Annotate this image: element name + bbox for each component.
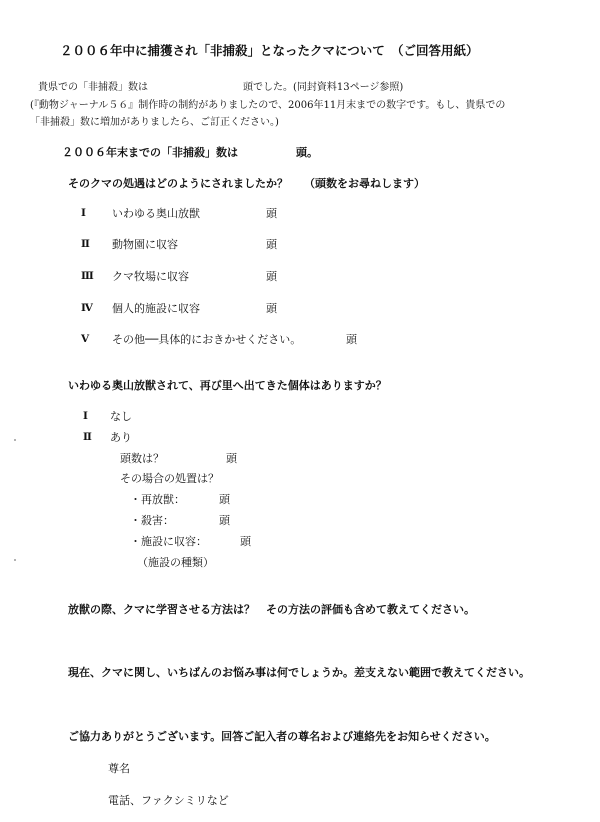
q2-none-label: なし bbox=[110, 410, 132, 423]
q2-sub-killed-unit: 頭 bbox=[219, 514, 230, 527]
intro-line-1a: 貴県での「非捕殺」数は bbox=[38, 82, 148, 93]
q1-item-4-unit: 頭 bbox=[266, 302, 277, 315]
closing-thanks: ご協力ありがとうございます。回答ご記入者の尊名および連絡先をお知らせください。 bbox=[68, 730, 496, 743]
total-unit: 頭。 bbox=[296, 146, 318, 159]
intro-line-1b: 頭でした。(同封資料13ページ参照) bbox=[243, 82, 404, 93]
q1-item-5-unit: 頭 bbox=[346, 333, 357, 346]
q1-item-3-unit: 頭 bbox=[266, 270, 277, 283]
q2-sub-facility-label: ・施設に収容： bbox=[130, 535, 207, 548]
q1-item-1-num: Ⅰ bbox=[81, 207, 86, 219]
q1-item-5-label: その他──具体的におきかせください。 bbox=[112, 333, 302, 346]
q2-yes-num: Ⅱ bbox=[83, 431, 92, 443]
scan-speck bbox=[14, 559, 16, 561]
closing-name-label: 尊名 bbox=[108, 762, 130, 775]
q1-item-5-num: Ⅴ bbox=[81, 333, 90, 345]
q1-item-2-num: Ⅱ bbox=[81, 238, 90, 250]
q1-item-4-label: 個人的施設に収容 bbox=[112, 302, 200, 315]
q1-item-3-num: Ⅲ bbox=[81, 270, 94, 282]
q2-none-num: Ⅰ bbox=[83, 410, 88, 422]
q1-item-3-label: クマ牧場に収容 bbox=[112, 270, 189, 283]
q1-item-4-num: Ⅳ bbox=[81, 302, 93, 314]
q2-question: いわゆる奥山放獣されて、再び里へ出てきた個体はありますか？ bbox=[68, 379, 387, 392]
q3-question-b: その方法の評価も含めて教えてください。 bbox=[266, 603, 475, 616]
q1-item-2-label: 動物園に収容 bbox=[112, 238, 178, 251]
scan-speck bbox=[14, 439, 16, 441]
q1-item-1-unit: 頭 bbox=[266, 207, 277, 220]
q3-question-a: 放獣の際、クマに学習させる方法は？ bbox=[68, 603, 255, 616]
closing-contact-label: 電話、ファクシミリなど bbox=[108, 794, 229, 807]
q1-question: そのクマの処遇はどのようにされましたか？ bbox=[68, 177, 288, 190]
q1-item-1-label: いわゆる奥山放獣 bbox=[112, 207, 200, 220]
page-title: ２００６年中に捕獲され「非捕殺」となったクマについて （ご回答用紙） bbox=[60, 43, 479, 58]
q4-question: 現在、クマに関し、いちばんのお悩み事は何でしょうか。差支えない範囲で教えてください。 bbox=[68, 666, 530, 679]
q2-sub-facility-unit: 頭 bbox=[240, 535, 251, 548]
q2-disposal-label: その場合の処置は？ bbox=[120, 472, 219, 485]
intro-line-3: 「非捕殺」数に増加がありましたら、ご訂正ください。) bbox=[30, 117, 279, 128]
q2-sub-killed-label: ・殺害： bbox=[130, 514, 174, 527]
q2-sub-release-unit: 頭 bbox=[219, 493, 230, 506]
q2-facility-type: （施設の種類） bbox=[137, 556, 214, 569]
q1-item-2-unit: 頭 bbox=[266, 238, 277, 251]
q2-yes-label: あり bbox=[110, 431, 132, 444]
intro-line-2: (『動物ジャーナル５６』制作時の制約がありましたので、2006年11月末までの数字です。もし、貴県での bbox=[30, 100, 506, 111]
q1-note: （頭数をお尋ねします） bbox=[304, 177, 425, 190]
q2-count-label: 頭数は？ bbox=[120, 452, 164, 465]
total-label: ２００６年末までの「非捕殺」数は bbox=[62, 146, 238, 159]
q2-count-unit: 頭 bbox=[226, 452, 237, 465]
q2-sub-release-label: ・再放獣： bbox=[130, 493, 185, 506]
